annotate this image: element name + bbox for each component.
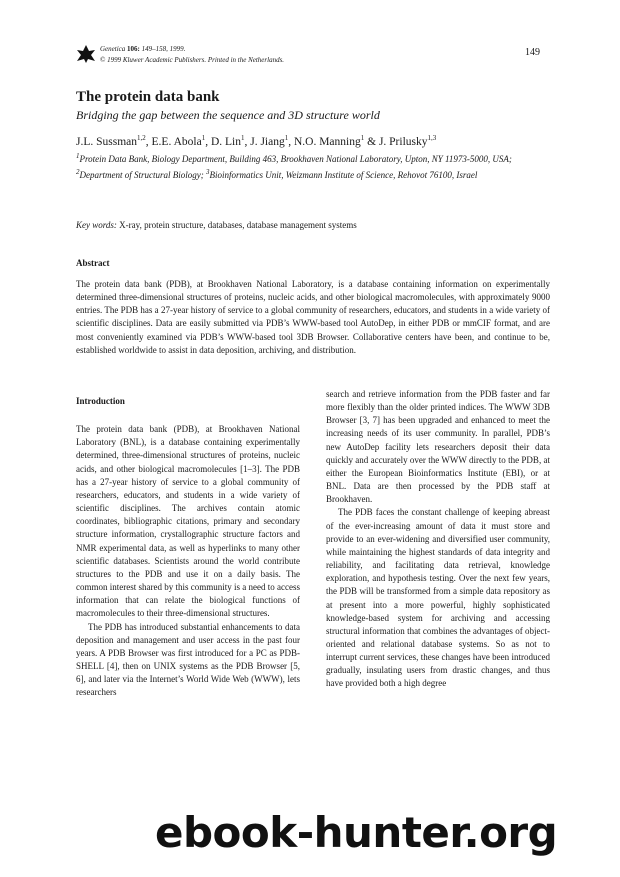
paper-subtitle: Bridging the gap between the sequence and 3D structure world	[76, 108, 380, 122]
paragraph: The PDB has introduced substantial enhancements to data deposition and management and user access in the past four years. A PDB Browser was first introduced for a PC as PDB-SHELL [4], then on UNIX systems as the PDB Browser [5, 6], and later via the Internet’s World Wide Web (WWW), lets researchers	[76, 621, 300, 698]
keywords-label: Key words:	[76, 220, 117, 230]
author-list: J.L. Sussman$^{1,2}$, E.E. Abola$^1$, D. Lin$^1$, J. Jiang$^1$, N.O. Manning$^1$ & J. Prilusky$^{1,3}$	[76, 134, 437, 148]
abstract-heading: Abstract	[76, 258, 110, 268]
affiliation-mark: 2	[76, 168, 80, 176]
keywords	[76, 220, 357, 230]
author-name: D. Lin	[210, 135, 241, 148]
affiliation-text: Protein Data Bank, Biology Department, Building 463, Brookhaven National Laboratory, Upton, NY 11973-5000, USA;	[79, 154, 512, 164]
journal-pages: 149–158, 1999.	[141, 45, 186, 53]
journal-citation	[100, 44, 284, 66]
affiliation-mark: 1	[76, 152, 80, 160]
paragraph: The PDB faces the constant challenge of keeping abreast of the ever-increasing amount of data it must store and provide to an ever-widening and diversified user community, while maintaining the highest standards of data integrity and reliability, and facilitating data retrieval, knowledge exploration, and hypothesis testing. Over the next few years, the PDB will be transformed from a simple data repository as at present into a more powerful, highly sophisticated knowledge-based system for archiving and accessing structural information that combines the advantages of object-oriented and relational database systems. So as not to interrupt current services, these changes have been introduced gradually, insulating users from drastic changes, and thus have provided both a high degree	[326, 507, 550, 689]
introduction-heading: Introduction	[76, 396, 125, 406]
publisher-logo-icon	[76, 44, 96, 64]
column-right	[326, 388, 550, 691]
column-left	[76, 395, 300, 699]
keywords-text: X-ray, protein structure, databases, database management systems	[116, 220, 357, 230]
paragraph: The protein data bank (PDB), at Brookhaven National Laboratory (BNL), is a database containing experimentally determined, three-dimensional structures of proteins, nucleic acids, and other biological macromolecules [1–3]. The PDB has a 27-year history of service to a global community of researchers, educators, and students in a wide variety of scientific disciplines. The archives contain atomic coordinates, bibliographic citations, primary and secondary structure information, crystallographic structure factors and NMR experimental data, as well as hyperlinks to many other scientific databases. Scientists around the world contribute structures to the PDB and use it on a daily basis. The common interest shared by this community is a need to access information that can relate the biological functions of macromolecules to their three-dimensional structures.	[76, 424, 300, 619]
affiliations	[76, 150, 550, 182]
author-name: J.L. Sussman	[76, 135, 138, 148]
author-name: J. Prilusky	[378, 135, 428, 148]
affiliation-text: Department of Structural Biology;	[79, 170, 206, 180]
affiliation-mark: 3	[205, 168, 210, 176]
author-name: N.O. Manning	[293, 135, 361, 148]
author-name: E.E. Abola	[151, 135, 202, 148]
author-affiliation-mark: 1	[360, 134, 365, 142]
author-affiliation-mark: 1	[284, 134, 289, 142]
paper-title: The protein data bank	[76, 89, 220, 105]
abstract-text: The protein data bank (PDB), at Brookhaven National Laboratory, is a database containing information on experimentally determined three-dimensional structures of proteins, nucleic acids, and other biological macromolecules, with approximately 9000 entries. The PDB has a 27-year history of service to a global community of researchers, educators, and students in a wide variety of scientific disciplines. Data are easily submitted via PDB’s WWW-based tool AutoDep, in either PDB or mmCIF format, and are most conveniently examined via PDB’s WWW-based tool 3DB Browser. Collaborative centers have been, and continue to be, established worldwide to assist in data deposition, archiving, and distribution.	[76, 279, 550, 355]
journal-volume: 106:	[127, 45, 140, 53]
paragraph: search and retrieve information from the PDB faster and far more flexibly than the older printed indices. The WWW 3DB Browser [3, 7] has been upgraded and enhanced to meet the increasing needs of its user community. In parallel, PDB’s new AutoDep facility lets researchers deposit their data quickly and accurately over the WWW directly to the PDB, at either the European Bioinformatics Institute (EBI), or at BNL. Data are then processed by the PDB staff at Brookhaven.	[326, 389, 550, 505]
author-affiliation-mark: 1	[240, 134, 245, 142]
affiliation-text: Bioinformatics Unit, Weizmann Institute of Science, Rehovot 76100, Israel	[209, 170, 478, 180]
watermark-text: ebook-hunter.org	[155, 808, 558, 857]
author-name: J. Jiang	[250, 135, 285, 148]
page-number: 149	[525, 47, 540, 58]
author-affiliation-mark: 1,2	[137, 134, 146, 142]
author-affiliation-mark: 1	[201, 134, 206, 142]
author-affiliation-mark: 1,3	[427, 134, 437, 142]
copyright-line: © 1999 Kluwer Academic Publishers. Printed in the Netherlands.	[100, 56, 285, 64]
journal-name: Genetica	[100, 45, 126, 53]
